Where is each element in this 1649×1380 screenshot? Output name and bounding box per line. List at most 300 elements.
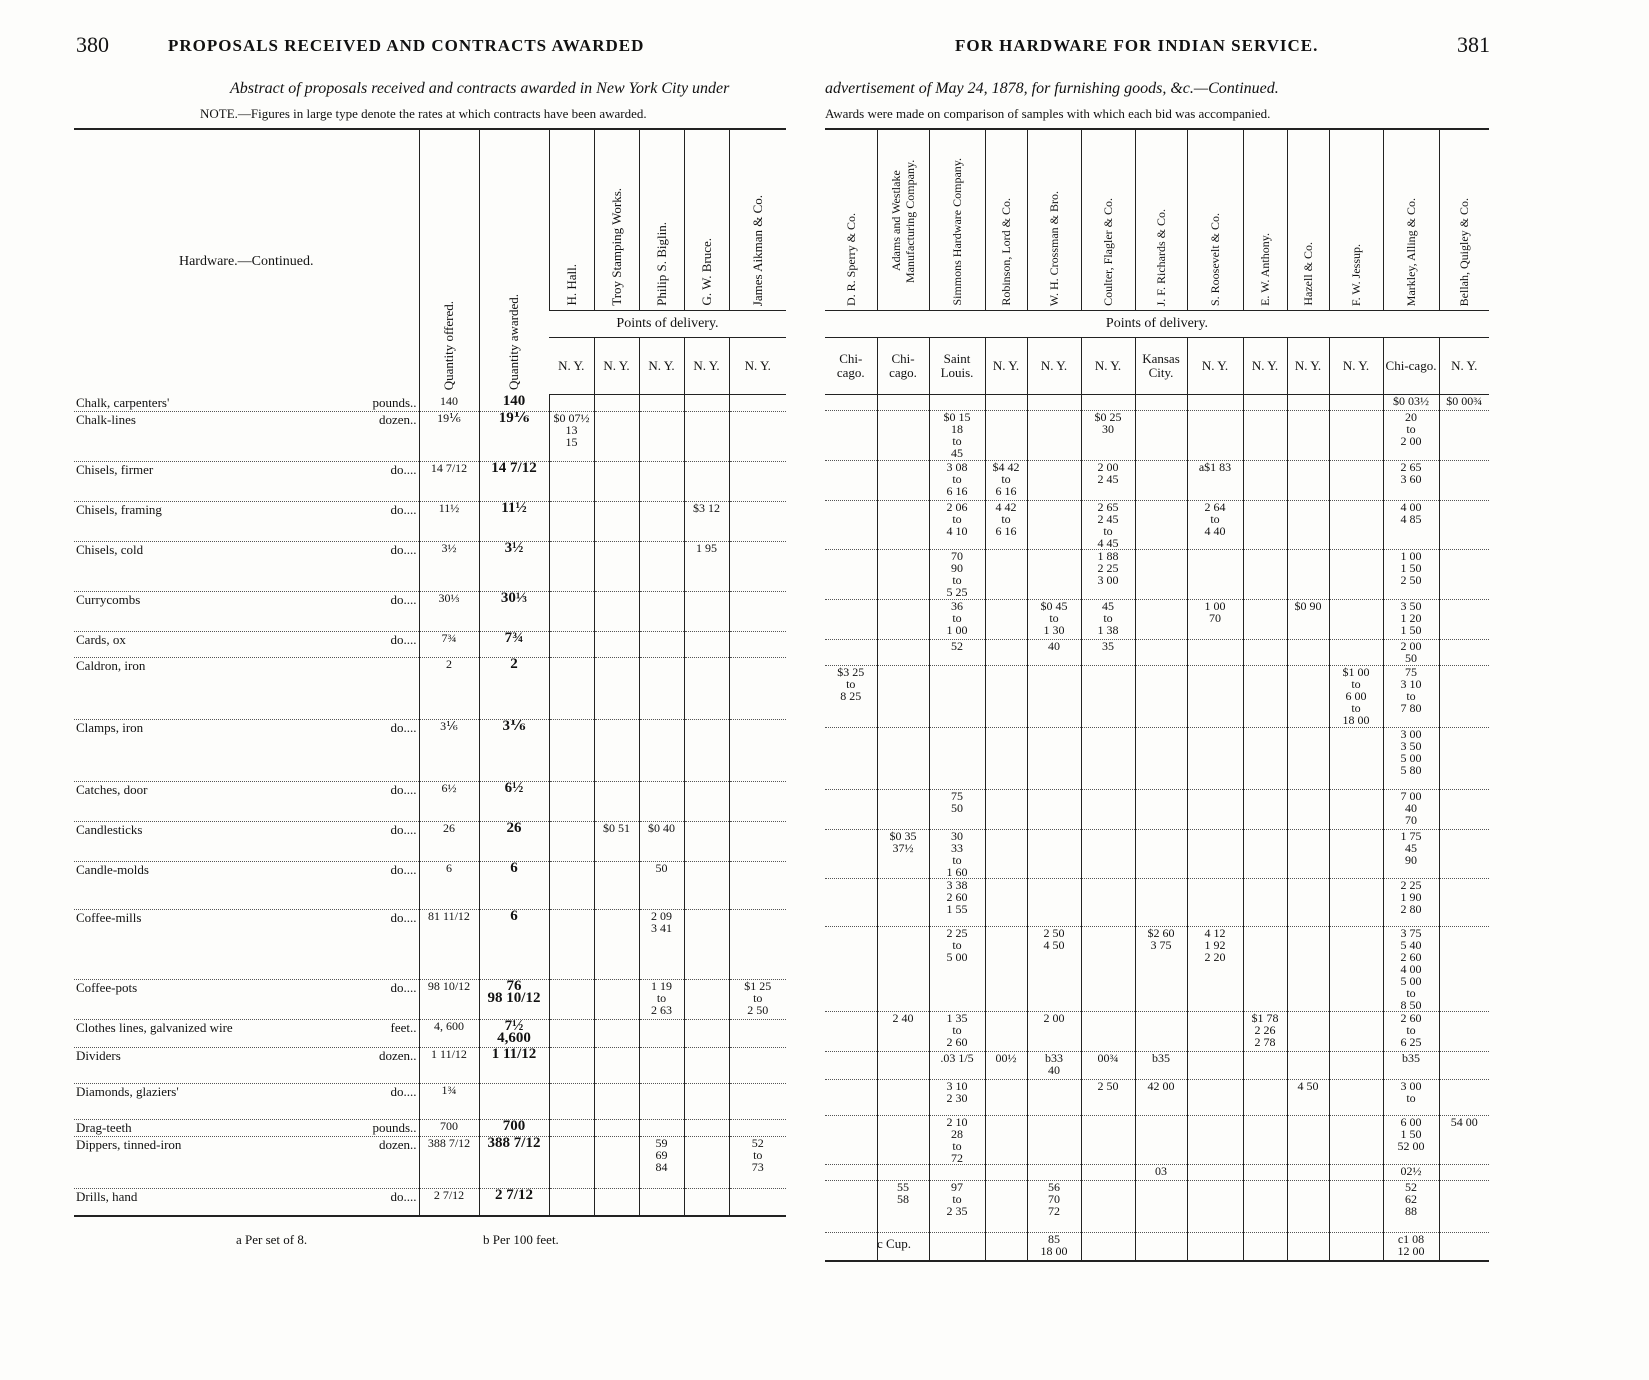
qty-offered-header: Quantity offered. bbox=[419, 129, 479, 395]
bid-cell: 30 33 to 1 60 bbox=[929, 830, 985, 879]
bid-cell bbox=[1439, 830, 1489, 879]
bid-cell bbox=[1329, 640, 1383, 666]
bid-cell bbox=[1329, 1116, 1383, 1165]
bid-cell bbox=[1243, 1052, 1287, 1080]
bidder-header: Adams and Westlake Manufacturing Company. bbox=[877, 129, 929, 311]
bid-cell bbox=[549, 395, 594, 412]
bid-cell: 70 90 to 5 25 bbox=[929, 550, 985, 600]
bid-cell bbox=[729, 821, 786, 861]
quantity-offered-cell: 3½ bbox=[419, 541, 479, 591]
bid-cell bbox=[825, 1233, 877, 1261]
bidder-header: G. W. Bruce. bbox=[684, 129, 729, 311]
bid-cell bbox=[639, 591, 684, 631]
bid-cell bbox=[1439, 879, 1489, 927]
bid-cell bbox=[1187, 666, 1243, 728]
item-unit: pounds.. bbox=[372, 1119, 417, 1135]
bid-cell bbox=[877, 600, 929, 640]
bid-cell bbox=[1287, 1052, 1329, 1080]
bid-cell: 00½ bbox=[985, 1052, 1027, 1080]
item-name-cell bbox=[74, 821, 419, 861]
bid-cell bbox=[985, 790, 1027, 830]
table-row bbox=[74, 1019, 786, 1047]
bid-cell bbox=[1243, 1165, 1287, 1181]
bid-cell bbox=[594, 395, 639, 412]
bid-cell bbox=[985, 395, 1027, 411]
bid-cell bbox=[1243, 927, 1287, 1012]
bid-cell bbox=[1287, 640, 1329, 666]
page-number-right: 381 bbox=[1457, 32, 1490, 57]
bid-cell bbox=[594, 1136, 639, 1188]
item-unit: do.... bbox=[390, 979, 417, 995]
table-row bbox=[825, 600, 1489, 640]
bid-cell bbox=[825, 790, 877, 830]
item-label: Candle-molds bbox=[76, 861, 149, 877]
table-row bbox=[74, 821, 786, 861]
bid-cell bbox=[549, 781, 594, 821]
bid-cell: 2 64 to 4 40 bbox=[1187, 501, 1243, 550]
bid-cell bbox=[729, 541, 786, 591]
bid-cell bbox=[1081, 1181, 1135, 1233]
item-label: Chalk, carpenters' bbox=[76, 394, 170, 410]
bid-cell bbox=[1243, 411, 1287, 461]
table-row bbox=[825, 411, 1489, 461]
bid-cell bbox=[684, 631, 729, 657]
bid-cell bbox=[1287, 927, 1329, 1012]
item-label: Cards, ox bbox=[76, 631, 126, 647]
bid-cell bbox=[1329, 1181, 1383, 1233]
bid-cell bbox=[684, 657, 729, 719]
bid-cell bbox=[825, 461, 877, 501]
bid-cell bbox=[594, 909, 639, 979]
quantity-awarded-cell: 2 7/12 bbox=[479, 1188, 549, 1216]
quantity-offered-cell: 6 bbox=[419, 861, 479, 909]
table-row bbox=[74, 1083, 786, 1119]
bid-cell: 2 00 bbox=[1027, 1012, 1081, 1052]
bid-cell bbox=[1287, 728, 1329, 790]
bid-cell: 03 bbox=[1135, 1165, 1187, 1181]
bid-cell bbox=[1135, 395, 1187, 411]
table-row bbox=[74, 781, 786, 821]
bid-cell bbox=[1439, 1181, 1489, 1233]
bid-cell: $0 35 37½ bbox=[877, 830, 929, 879]
quantity-offered-cell: 4, 600 bbox=[419, 1019, 479, 1047]
table-row bbox=[825, 395, 1489, 411]
item-label: Clamps, iron bbox=[76, 719, 144, 735]
bidder-header: Troy Stamping Works. bbox=[594, 129, 639, 311]
bid-cell bbox=[1287, 1012, 1329, 1052]
quantity-awarded-cell: 14 7/12 bbox=[479, 461, 549, 501]
bid-cell bbox=[1187, 1233, 1243, 1261]
bid-cell bbox=[549, 1047, 594, 1083]
table-row bbox=[74, 1136, 786, 1188]
bid-cell bbox=[1027, 790, 1081, 830]
bid-cell bbox=[825, 640, 877, 666]
table-row bbox=[74, 541, 786, 591]
table-row bbox=[825, 1080, 1489, 1116]
item-name-cell bbox=[74, 1188, 419, 1216]
note-left: NOTE.—Figures in large type denote the rates at which contracts have been awarded. bbox=[200, 106, 647, 121]
bid-cell bbox=[985, 411, 1027, 461]
table-row bbox=[74, 461, 786, 501]
bid-cell bbox=[549, 591, 594, 631]
bid-cell bbox=[594, 1188, 639, 1216]
bid-cell bbox=[729, 781, 786, 821]
bid-cell bbox=[1027, 1116, 1081, 1165]
bid-cell bbox=[1439, 550, 1489, 600]
bidder-header: J. F. Richards & Co. bbox=[1135, 129, 1187, 311]
bid-cell: b35 bbox=[1135, 1052, 1187, 1080]
table-row bbox=[74, 395, 786, 412]
bid-cell bbox=[985, 600, 1027, 640]
bid-cell bbox=[877, 666, 929, 728]
delivery-location: N. Y. bbox=[594, 338, 639, 395]
delivery-location: Saint Louis. bbox=[929, 338, 985, 395]
bid-cell bbox=[1329, 600, 1383, 640]
bidder-header: D. R. Sperry & Co. bbox=[825, 129, 877, 311]
bid-cell bbox=[1187, 1116, 1243, 1165]
bid-cell bbox=[684, 1019, 729, 1047]
bid-cell bbox=[929, 395, 985, 411]
bid-cell bbox=[1243, 1080, 1287, 1116]
table-row bbox=[74, 861, 786, 909]
bid-cell bbox=[549, 1019, 594, 1047]
item-label: Caldron, iron bbox=[76, 657, 146, 673]
bid-cell bbox=[1329, 728, 1383, 790]
bid-cell bbox=[1329, 830, 1383, 879]
bid-cell bbox=[825, 1052, 877, 1080]
bid-cell: $3 25 to 8 25 bbox=[825, 666, 877, 728]
bid-cell bbox=[594, 1047, 639, 1083]
bid-cell bbox=[594, 461, 639, 501]
bid-cell: 35 bbox=[1081, 640, 1135, 666]
bid-cell bbox=[639, 1083, 684, 1119]
bid-cell bbox=[594, 979, 639, 1019]
bidder-header: Simmons Hardware Company. bbox=[929, 129, 985, 311]
bid-cell bbox=[877, 550, 929, 600]
bid-cell bbox=[877, 411, 929, 461]
bid-cell bbox=[684, 411, 729, 461]
bid-cell: $0 45 to 1 30 bbox=[1027, 600, 1081, 640]
item-name-cell bbox=[74, 541, 419, 591]
bid-cell bbox=[1081, 879, 1135, 927]
bid-cell bbox=[1135, 790, 1187, 830]
bid-cell: 20 to 2 00 bbox=[1383, 411, 1439, 461]
bid-cell bbox=[825, 395, 877, 411]
quantity-awarded-cell bbox=[479, 1083, 549, 1119]
bid-cell: b33 40 bbox=[1027, 1052, 1081, 1080]
delivery-location: N. Y. bbox=[1287, 338, 1329, 395]
delivery-location: N. Y. bbox=[639, 338, 684, 395]
bid-cell: 40 bbox=[1027, 640, 1081, 666]
bid-cell: 85 18 00 bbox=[1027, 1233, 1081, 1261]
bid-cell bbox=[1329, 550, 1383, 600]
table-row bbox=[74, 657, 786, 719]
bid-cell bbox=[549, 821, 594, 861]
bid-cell bbox=[1027, 1165, 1081, 1181]
bid-cell bbox=[684, 591, 729, 631]
bid-cell bbox=[1243, 550, 1287, 600]
bid-cell bbox=[985, 1181, 1027, 1233]
bid-cell bbox=[1243, 666, 1287, 728]
bid-cell bbox=[684, 1119, 729, 1136]
bid-cell bbox=[1187, 1012, 1243, 1052]
quantity-awarded-cell: 7½ 4,600 bbox=[479, 1019, 549, 1047]
bid-cell: 2 40 bbox=[877, 1012, 929, 1052]
table-row bbox=[825, 666, 1489, 728]
bid-cell bbox=[1329, 927, 1383, 1012]
bid-cell bbox=[985, 879, 1027, 927]
table-row bbox=[74, 631, 786, 657]
bid-cell bbox=[1439, 600, 1489, 640]
bid-cell bbox=[1081, 830, 1135, 879]
bid-cell: 2 50 4 50 bbox=[1027, 927, 1081, 1012]
item-name-cell bbox=[74, 461, 419, 501]
bid-cell bbox=[684, 979, 729, 1019]
bid-cell bbox=[639, 541, 684, 591]
table-row bbox=[74, 719, 786, 781]
bidder-header: Philip S. Biglin. bbox=[639, 129, 684, 311]
bid-cell bbox=[877, 461, 929, 501]
delivery-location: N. Y. bbox=[1439, 338, 1489, 395]
bid-cell bbox=[877, 501, 929, 550]
bid-cell bbox=[1027, 830, 1081, 879]
item-unit: do.... bbox=[390, 631, 417, 647]
bid-cell bbox=[877, 1080, 929, 1116]
bid-cell bbox=[1329, 1165, 1383, 1181]
bid-cell bbox=[1135, 1116, 1187, 1165]
bid-cell bbox=[877, 1165, 929, 1181]
footnote-b: b Per 100 feet. bbox=[483, 1232, 559, 1247]
bid-cell bbox=[549, 1188, 594, 1216]
bid-cell bbox=[877, 927, 929, 1012]
item-unit: do.... bbox=[390, 821, 417, 837]
bid-cell bbox=[594, 591, 639, 631]
item-name-cell bbox=[74, 719, 419, 781]
quantity-awarded-cell: 3½ bbox=[479, 541, 549, 591]
bid-cell bbox=[729, 861, 786, 909]
bidder-header: Bellah, Quigley & Co. bbox=[1439, 129, 1489, 311]
note-right: Awards were made on comparison of samples with which each bid was accompanied. bbox=[825, 106, 1271, 121]
right-abstract-table bbox=[825, 128, 1489, 1262]
item-name-cell bbox=[74, 631, 419, 657]
bid-cell: 1 19 to 2 63 bbox=[639, 979, 684, 1019]
bid-cell bbox=[985, 1165, 1027, 1181]
bid-cell bbox=[729, 909, 786, 979]
running-head-left: PROPOSALS RECEIVED AND CONTRACTS AWARDED bbox=[168, 36, 645, 55]
bid-cell bbox=[929, 1233, 985, 1261]
bid-cell: 54 00 bbox=[1439, 1116, 1489, 1165]
bid-cell bbox=[639, 1019, 684, 1047]
bid-cell bbox=[1243, 640, 1287, 666]
bid-cell bbox=[729, 1188, 786, 1216]
bid-cell bbox=[825, 1012, 877, 1052]
bid-cell: 52 bbox=[929, 640, 985, 666]
bid-cell bbox=[1287, 1165, 1329, 1181]
quantity-awarded-cell: 30⅓ bbox=[479, 591, 549, 631]
bid-cell bbox=[729, 591, 786, 631]
bid-cell bbox=[729, 719, 786, 781]
bidder-header: F. W. Jessup. bbox=[1329, 129, 1383, 311]
bid-cell bbox=[1135, 501, 1187, 550]
bid-cell bbox=[549, 1083, 594, 1119]
item-name-cell bbox=[74, 1119, 419, 1136]
item-label: Coffee-pots bbox=[76, 979, 138, 995]
delivery-location: Kansas City. bbox=[1135, 338, 1187, 395]
bid-cell bbox=[1439, 1233, 1489, 1261]
bid-cell: 4 00 4 85 bbox=[1383, 501, 1439, 550]
bid-cell bbox=[825, 550, 877, 600]
bid-cell bbox=[1027, 666, 1081, 728]
bid-cell bbox=[1187, 728, 1243, 790]
bid-cell bbox=[1135, 600, 1187, 640]
bid-cell bbox=[1027, 879, 1081, 927]
quantity-offered-cell: 3⅙ bbox=[419, 719, 479, 781]
table-row bbox=[825, 830, 1489, 879]
bid-cell bbox=[1287, 830, 1329, 879]
bid-cell bbox=[1081, 395, 1135, 411]
bid-cell bbox=[684, 1188, 729, 1216]
bid-cell bbox=[1439, 1165, 1489, 1181]
bid-cell bbox=[594, 1119, 639, 1136]
quantity-offered-cell: 140 bbox=[419, 395, 479, 412]
item-name-cell bbox=[74, 1019, 419, 1047]
table-row bbox=[74, 411, 786, 461]
bid-cell bbox=[729, 657, 786, 719]
delivery-location: N. Y. bbox=[729, 338, 786, 395]
bid-cell bbox=[825, 830, 877, 879]
bid-cell bbox=[877, 790, 929, 830]
bid-cell bbox=[549, 719, 594, 781]
quantity-awarded-cell: 76 98 10/12 bbox=[479, 979, 549, 1019]
bid-cell: 2 10 28 to 72 bbox=[929, 1116, 985, 1165]
table-row bbox=[74, 591, 786, 631]
bid-cell bbox=[985, 927, 1027, 1012]
qty-awarded-header: Quantity awarded. bbox=[479, 129, 549, 395]
bid-cell bbox=[825, 411, 877, 461]
bid-cell: .03 1/5 bbox=[929, 1052, 985, 1080]
item-label: Chalk-lines bbox=[76, 411, 136, 427]
bid-cell bbox=[639, 1119, 684, 1136]
bid-cell bbox=[1287, 790, 1329, 830]
item-label: Diamonds, glaziers' bbox=[76, 1083, 179, 1099]
bid-cell bbox=[1027, 550, 1081, 600]
delivery-location: N. Y. bbox=[549, 338, 594, 395]
bid-cell: 75 3 10 to 7 80 bbox=[1383, 666, 1439, 728]
bid-cell bbox=[1287, 1116, 1329, 1165]
bid-cell bbox=[1439, 461, 1489, 501]
bid-cell: 1 35 to 2 60 bbox=[929, 1012, 985, 1052]
item-label: Candlesticks bbox=[76, 821, 143, 837]
delivery-location: N. Y. bbox=[1027, 338, 1081, 395]
bid-cell bbox=[825, 1181, 877, 1233]
item-unit: do.... bbox=[390, 781, 417, 797]
delivery-location: N. Y. bbox=[985, 338, 1027, 395]
bid-cell: 1 00 70 bbox=[1187, 600, 1243, 640]
bid-cell: 42 00 bbox=[1135, 1080, 1187, 1116]
bid-cell bbox=[1187, 550, 1243, 600]
item-name-cell bbox=[74, 1047, 419, 1083]
bid-cell bbox=[594, 411, 639, 461]
bid-cell bbox=[1287, 411, 1329, 461]
bid-cell bbox=[549, 461, 594, 501]
bid-cell bbox=[729, 411, 786, 461]
bid-cell bbox=[639, 411, 684, 461]
bid-cell: 3 08 to 6 16 bbox=[929, 461, 985, 501]
quantity-awarded-cell: 2 bbox=[479, 657, 549, 719]
quantity-offered-cell: 700 bbox=[419, 1119, 479, 1136]
bid-cell: 45 to 1 38 bbox=[1081, 600, 1135, 640]
item-unit: feet.. bbox=[390, 1019, 417, 1035]
bid-cell bbox=[825, 600, 877, 640]
bid-cell: $2 60 3 75 bbox=[1135, 927, 1187, 1012]
bidder-header: S. Roosevelt & Co. bbox=[1187, 129, 1243, 311]
delivery-location: N. Y. bbox=[1187, 338, 1243, 395]
delivery-location: Chi-cago. bbox=[877, 338, 929, 395]
table-row bbox=[825, 927, 1489, 1012]
bid-cell bbox=[594, 631, 639, 657]
bid-cell bbox=[729, 1119, 786, 1136]
bid-cell: 50 bbox=[639, 861, 684, 909]
bid-cell bbox=[729, 1083, 786, 1119]
bid-cell: 00¾ bbox=[1081, 1052, 1135, 1080]
bid-cell: 2 09 3 41 bbox=[639, 909, 684, 979]
table-row bbox=[74, 979, 786, 1019]
bid-cell: 52 to 73 bbox=[729, 1136, 786, 1188]
bid-cell: 4 12 1 92 2 20 bbox=[1187, 927, 1243, 1012]
table-row bbox=[74, 909, 786, 979]
bid-cell bbox=[549, 909, 594, 979]
bid-cell bbox=[825, 1165, 877, 1181]
item-label: Clothes lines, galvanized wire bbox=[76, 1019, 233, 1035]
bid-cell bbox=[594, 861, 639, 909]
delivery-location: N. Y. bbox=[1243, 338, 1287, 395]
bid-cell bbox=[1081, 728, 1135, 790]
bid-cell: $1 00 to 6 00 to 18 00 bbox=[1329, 666, 1383, 728]
bid-cell bbox=[684, 1136, 729, 1188]
bid-cell bbox=[684, 719, 729, 781]
table-row bbox=[825, 640, 1489, 666]
bid-cell: $3 12 bbox=[684, 501, 729, 541]
item-label: Chisels, firmer bbox=[76, 461, 154, 477]
item-unit: do.... bbox=[390, 591, 417, 607]
quantity-awarded-cell: 6 bbox=[479, 909, 549, 979]
bid-cell bbox=[549, 657, 594, 719]
points-of-delivery-header: Points of delivery. bbox=[825, 311, 1489, 338]
bid-cell bbox=[1243, 1116, 1287, 1165]
item-column-header: Hardware.—Continued. bbox=[74, 129, 419, 395]
table-row bbox=[825, 1012, 1489, 1052]
bid-cell bbox=[985, 666, 1027, 728]
bid-cell: 36 to 1 00 bbox=[929, 600, 985, 640]
bid-cell: 2 00 50 bbox=[1383, 640, 1439, 666]
bid-cell bbox=[985, 1080, 1027, 1116]
page-number-left: 380 bbox=[76, 32, 109, 57]
bid-cell bbox=[1243, 461, 1287, 501]
bid-cell bbox=[1287, 461, 1329, 501]
bid-cell bbox=[1027, 461, 1081, 501]
bid-cell: $0 15 18 to 45 bbox=[929, 411, 985, 461]
quantity-awarded-cell: 11½ bbox=[479, 501, 549, 541]
item-name-cell bbox=[74, 1083, 419, 1119]
bid-cell bbox=[1439, 1052, 1489, 1080]
table-row bbox=[825, 550, 1489, 600]
bid-cell bbox=[549, 861, 594, 909]
table-row bbox=[825, 728, 1489, 790]
bid-cell bbox=[1329, 1080, 1383, 1116]
bid-cell bbox=[1135, 550, 1187, 600]
bid-cell bbox=[1081, 1012, 1135, 1052]
bid-cell: 2 65 3 60 bbox=[1383, 461, 1439, 501]
